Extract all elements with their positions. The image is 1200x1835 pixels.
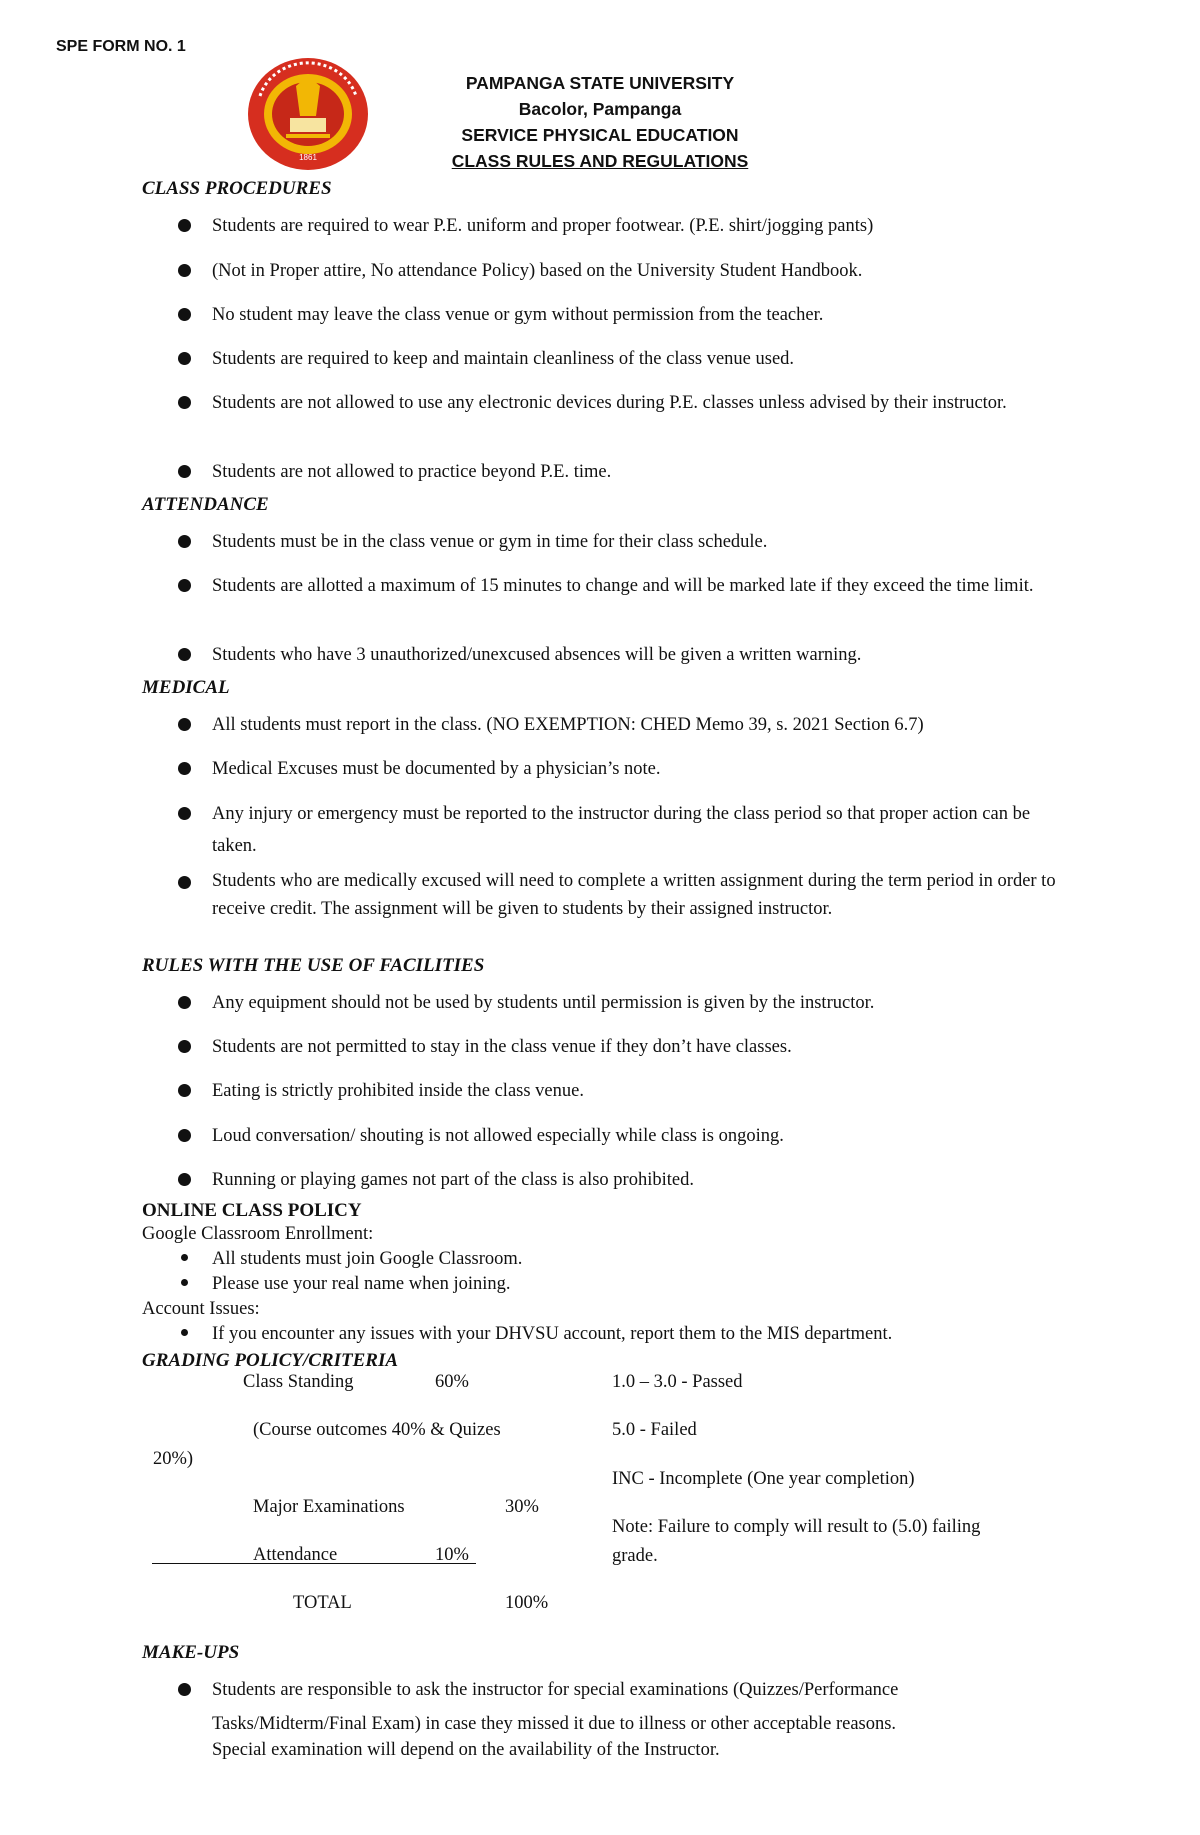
seal-year: 1861 [299, 153, 317, 162]
list-item: Eating is strictly prohibited inside the class venue. [212, 1075, 1062, 1107]
list-item: Students are allotted a maximum of 15 minutes to change and will be marked late if they exceed the time limit. [212, 570, 1062, 602]
makeups-line-3: Special examination will depend on the availability of the Instructor. [212, 1740, 720, 1760]
list-item: All students must join Google Classroom. [212, 1243, 1062, 1275]
grade-scale-passed: 1.0 – 3.0 - Passed [612, 1372, 743, 1392]
list-item: Students are not allowed to use any electronic devices during P.E. classes unless advised by their instructor. [212, 387, 1062, 419]
list-item: Students who have 3 unauthorized/unexcused absences will be given a written warning. [212, 639, 1062, 671]
list-item: Students are responsible to ask the instructor for special examinations (Quizzes/Performance [212, 1674, 1062, 1706]
list-item: Students are required to wear P.E. uniform and proper footwear. (P.E. shirt/jogging pants) [212, 210, 1062, 242]
department-name: SERVICE PHYSICAL EDUCATION [461, 125, 739, 145]
list-item: (Not in Proper attire, No attendance Policy) based on the University Student Handbook. [212, 255, 1062, 287]
grading-total-pct: 100% [505, 1593, 549, 1613]
grade-note: Note: Failure to comply will result to (5.0) failing [612, 1517, 981, 1537]
section-title-online-policy: ONLINE CLASS POLICY [142, 1200, 362, 1221]
list-item: Students who are medically excused will need to complete a written assignment during the term period in order to receive credit. The assignment will be given to students by their assigned instructor. [212, 867, 1062, 923]
grading-major-exams-pct: 30% [505, 1497, 539, 1517]
list-item: Students are required to keep and maintain cleanliness of the class venue used. [212, 343, 1062, 375]
grading-course-outcomes-cont: 20%) [153, 1449, 194, 1469]
section-title-facilities: RULES WITH THE USE OF FACILITIES [142, 955, 485, 976]
list-item: Students are not permitted to stay in the class venue if they don’t have classes. [212, 1031, 1062, 1063]
online-subheading-enrollment: Google Classroom Enrollment: [142, 1224, 374, 1244]
grading-total: TOTAL [293, 1593, 352, 1613]
list-item: If you encounter any issues with your DHVSU account, report them to the MIS department. [212, 1318, 1062, 1350]
list-item: Loud conversation/ shouting is not allowed especially while class is ongoing. [212, 1120, 1062, 1152]
grading-attendance-pct: 10% [435, 1545, 469, 1565]
document-title: CLASS RULES AND REGULATIONS [451, 151, 749, 171]
makeups-line-2: Tasks/Midterm/Final Exam) in case they missed it due to illness or other acceptable reasons. [212, 1714, 897, 1734]
form-number: SPE FORM NO. 1 [56, 38, 186, 55]
list-item: All students must report in the class. (NO EXEMPTION: CHED Memo 39, s. 2021 Section 6.7) [212, 709, 1062, 741]
grading-class-standing-pct: 60% [435, 1372, 469, 1392]
section-title-makeups: MAKE-UPS [142, 1642, 240, 1663]
list-item: Students must be in the class venue or gym in time for their class schedule. [212, 526, 1062, 558]
list-item: Running or playing games not part of the class is also prohibited. [212, 1164, 1062, 1196]
section-title-class-procedures: CLASS PROCEDURES [142, 178, 332, 199]
list-item: Any equipment should not be used by students until permission is given by the instructor. [212, 987, 1062, 1019]
online-subheading-account: Account Issues: [142, 1299, 260, 1319]
section-title-medical: MEDICAL [142, 677, 230, 698]
grading-course-outcomes: (Course outcomes 40% & Quizes [253, 1420, 501, 1440]
section-title-attendance: ATTENDANCE [142, 494, 269, 515]
grade-scale-failed: 5.0 - Failed [612, 1420, 697, 1440]
grade-note-cont: grade. [612, 1546, 658, 1566]
grade-scale-incomplete: INC - Incomplete (One year completion) [612, 1469, 915, 1489]
university-location: Bacolor, Pampanga [518, 99, 682, 119]
list-item: Medical Excuses must be documented by a physician’s note. [212, 753, 1062, 785]
list-item: No student may leave the class venue or gym without permission from the teacher. [212, 299, 1062, 331]
list-item: Any injury or emergency must be reported to the instructor during the class period so that proper action can be taken. [212, 798, 1062, 862]
grading-major-exams: Major Examinations [253, 1497, 405, 1517]
list-item: Students are not allowed to practice beyond P.E. time. [212, 456, 1062, 488]
university-name: PAMPANGA STATE UNIVERSITY [465, 73, 735, 93]
grading-attendance: Attendance [253, 1545, 338, 1565]
section-title-grading: GRADING POLICY/CRITERIA [142, 1350, 399, 1371]
grading-class-standing: Class Standing [243, 1372, 354, 1392]
list-item: Please use your real name when joining. [212, 1268, 1062, 1300]
